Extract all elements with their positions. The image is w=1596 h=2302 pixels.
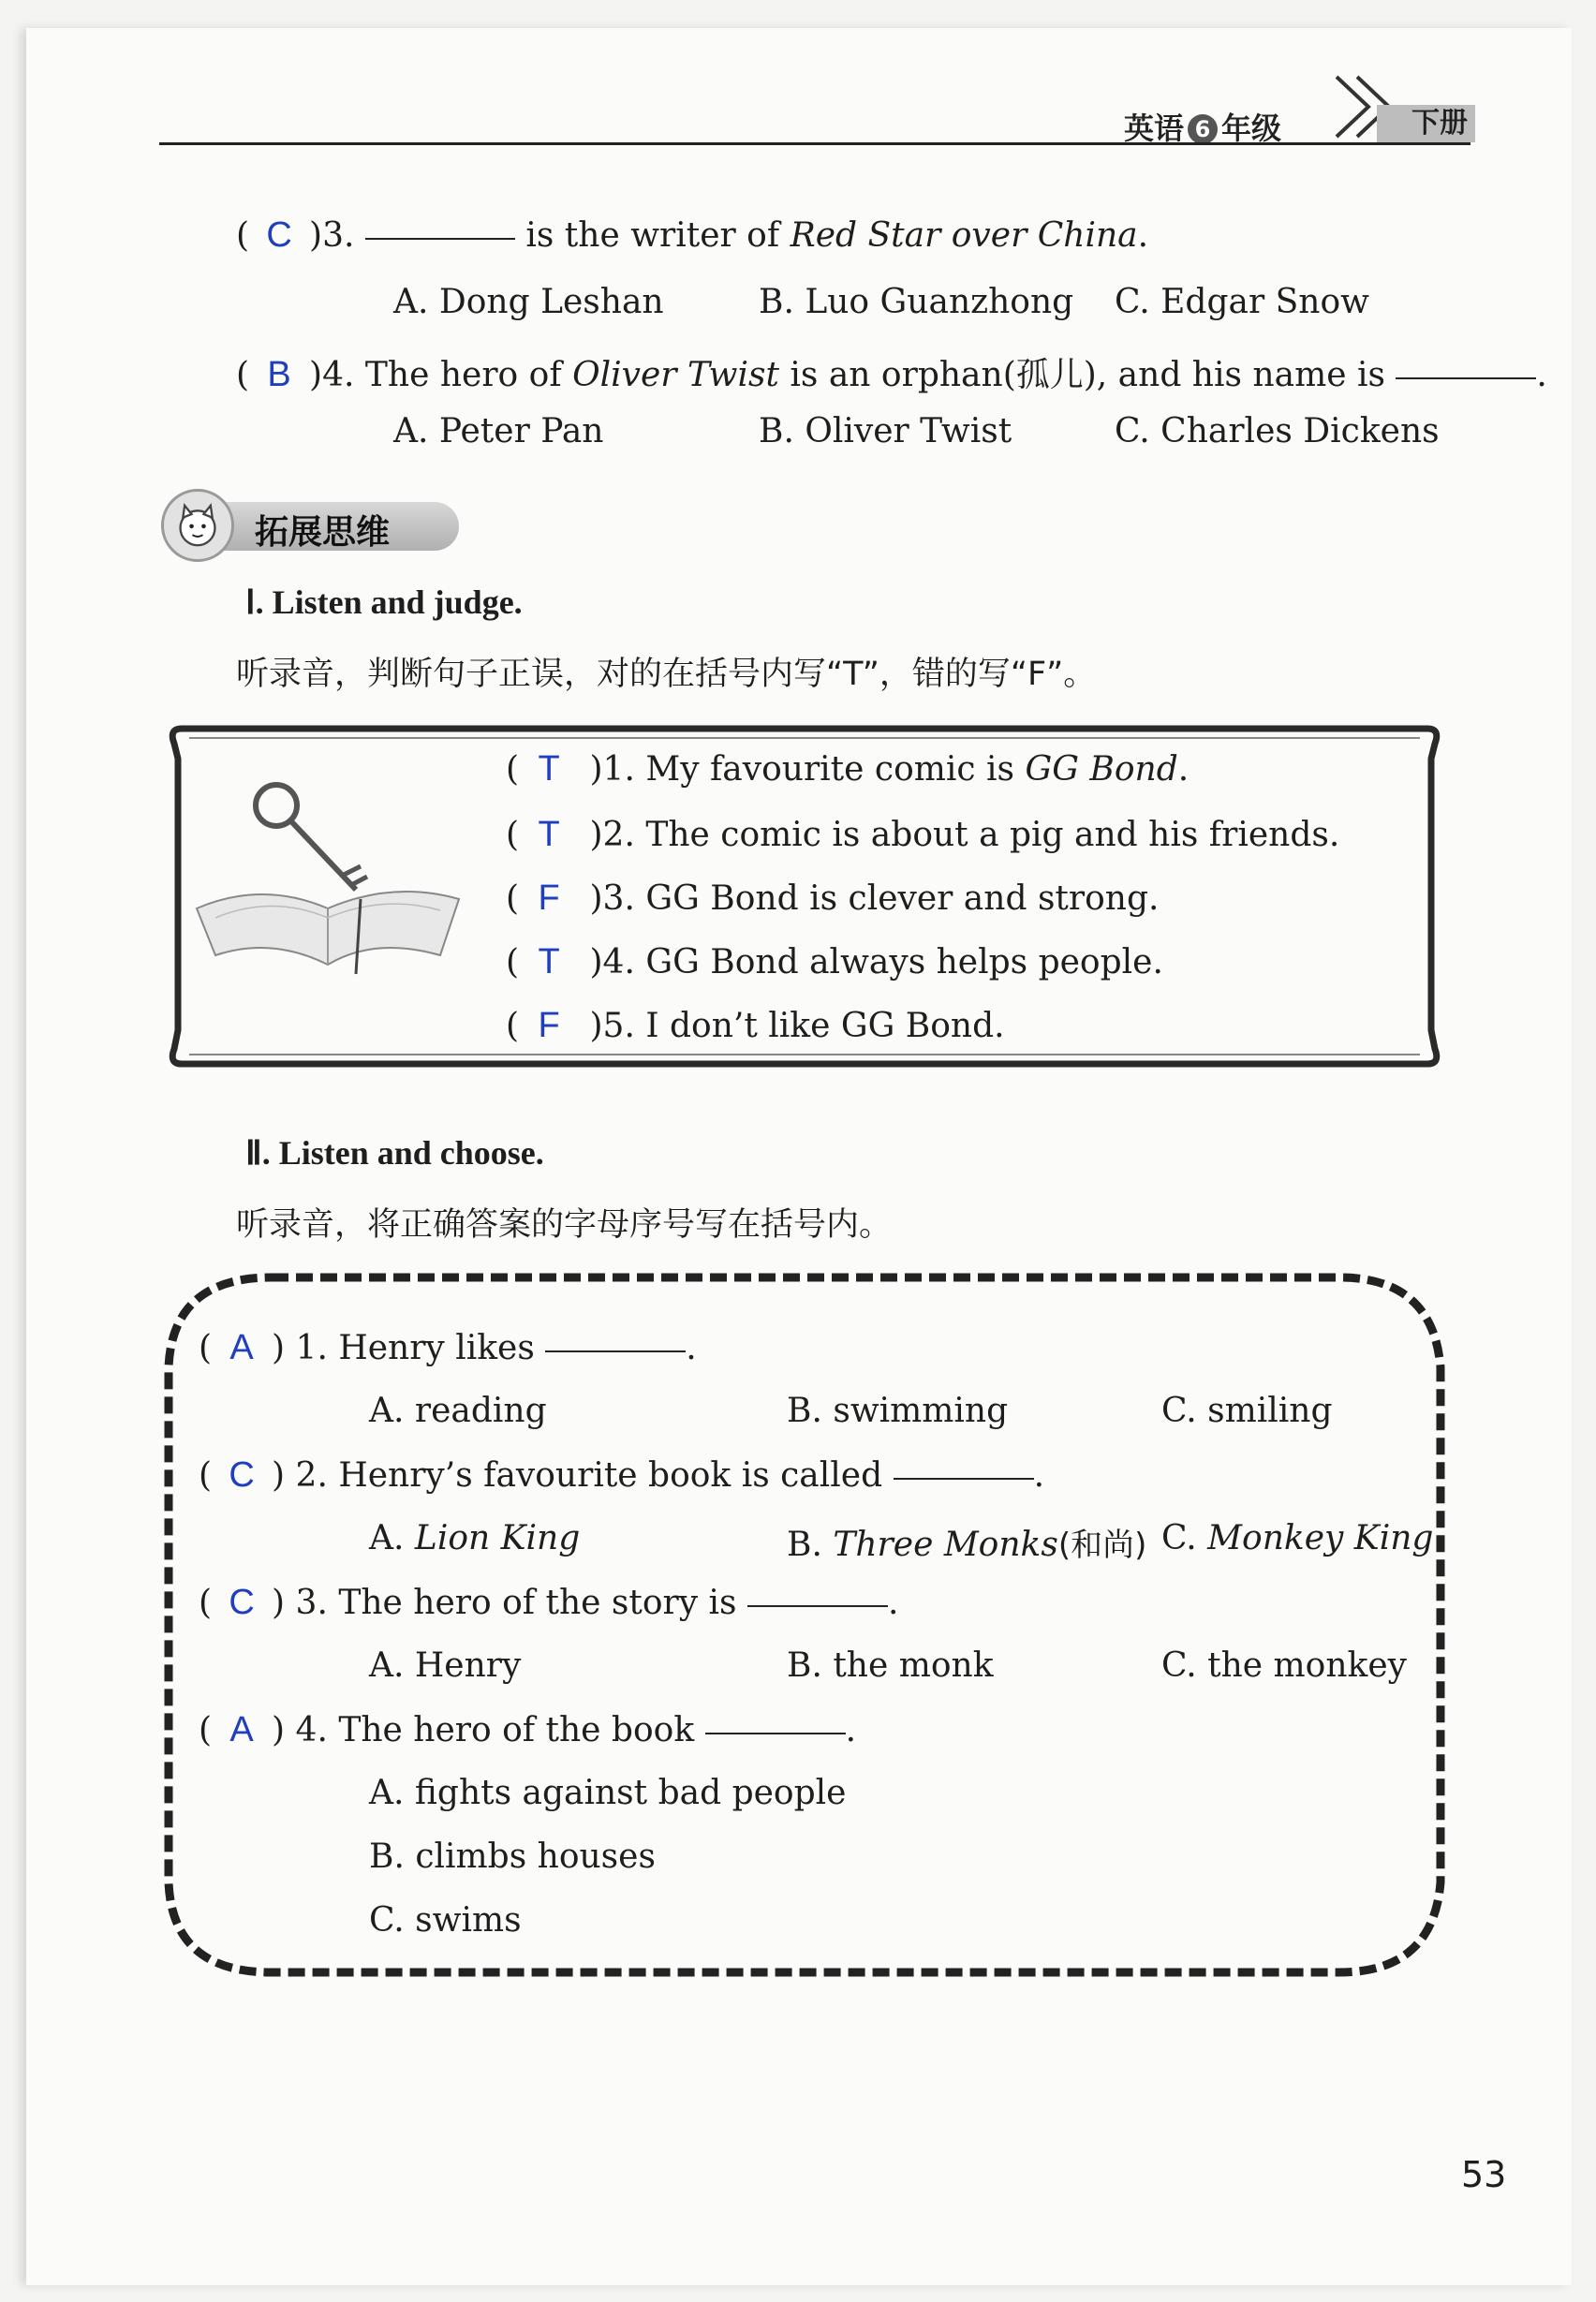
option-a4-b: B. Oliver Twist — [759, 412, 1012, 450]
option-a3-b: B. Luo Guanzhong — [759, 283, 1074, 321]
answer-judge-3: F — [538, 878, 560, 918]
answer-judge-5: F — [538, 1006, 560, 1045]
option-c1-c: C. smiling — [1161, 1392, 1333, 1430]
option-c2-a: A. Lion King — [369, 1519, 581, 1557]
answer-judge-1: T — [538, 749, 560, 789]
question-a3: ( C )3. is the writer of Red Star over China. — [236, 215, 1149, 255]
option-c4-a: A. fights against bad people — [369, 1774, 847, 1812]
book-key-illustration — [187, 768, 468, 983]
choose-frame — [159, 1264, 1450, 1985]
option-a3-c: C. Edgar Snow — [1115, 283, 1369, 321]
blank — [894, 1476, 1034, 1480]
header-rule — [159, 142, 1470, 145]
option-c2-b: B. Three Monks(和尚) — [787, 1526, 1147, 1564]
option-c1-a: A. reading — [369, 1392, 547, 1430]
volume-label: 下册 — [1377, 105, 1475, 142]
choose-q2: ( C ) 2. Henry’s favourite book is called . — [199, 1455, 1045, 1495]
blank — [545, 1349, 686, 1352]
grade-number-badge: 6 — [1188, 114, 1218, 144]
part1-instructions: 听录音，判断句子正误，对的在括号内写“T”，错的写“F”。 — [236, 656, 1097, 693]
part2-title: Ⅱ. Listen and choose. — [245, 1134, 544, 1172]
option-c4-c: C. swims — [369, 1901, 522, 1940]
answer-a3: C — [266, 215, 292, 255]
option-a4-c: C. Charles Dickens — [1115, 412, 1440, 450]
option-c3-c: C. the monkey — [1161, 1646, 1408, 1685]
blank — [365, 236, 515, 240]
subject-label: 英语 — [1124, 111, 1185, 146]
section-banner — [161, 489, 461, 558]
judge-item-2: ( T )2. The comic is about a pig and his friends. — [506, 815, 1340, 854]
banner-title: 拓展思维 — [255, 513, 391, 552]
answer-choose-1: A — [229, 1328, 254, 1367]
blank — [747, 1603, 888, 1607]
cat-face-icon — [161, 489, 234, 562]
judge-item-1: ( T )1. My favourite comic is GG Bond. — [506, 749, 1190, 789]
answer-a4: B — [267, 355, 291, 394]
answer-choose-3: C — [229, 1583, 255, 1622]
part2-instructions: 听录音，将正确答案的字母序号写在括号内。 — [236, 1206, 893, 1244]
option-a4-a: A. Peter Pan — [393, 412, 604, 450]
grade-label: 年级 — [1221, 111, 1282, 146]
judge-item-3: ( F )3. GG Bond is clever and strong. — [506, 878, 1160, 918]
answer-choose-4: A — [229, 1710, 254, 1749]
answer-choose-2: C — [229, 1455, 255, 1495]
part1-title: Ⅰ. Listen and judge. — [245, 583, 523, 621]
judge-item-4: ( T )4. GG Bond always helps people. — [506, 942, 1163, 981]
option-c4-b: B. climbs houses — [369, 1837, 656, 1876]
question-a4: ( B )4. The hero of Oliver Twist is an orphan(孤儿), and his name is . — [236, 355, 1547, 394]
option-c1-b: B. swimming — [787, 1392, 1009, 1430]
answer-judge-4: T — [538, 942, 560, 981]
answer-judge-2: T — [538, 815, 560, 854]
blank — [1396, 376, 1536, 379]
blank — [705, 1731, 846, 1734]
option-a3-a: A. Dong Leshan — [393, 283, 664, 321]
choose-q3: ( C ) 3. The hero of the story is . — [199, 1583, 899, 1622]
option-c2-c: C. Monkey King — [1161, 1519, 1434, 1557]
page-number: 53 — [1461, 2154, 1507, 2195]
option-c3-b: B. the monk — [787, 1646, 994, 1685]
choose-q1: ( A ) 1. Henry likes . — [199, 1328, 697, 1367]
choose-q4: ( A ) 4. The hero of the book . — [199, 1710, 857, 1749]
option-c3-a: A. Henry — [369, 1646, 522, 1685]
judge-item-5: ( F )5. I don’t like GG Bond. — [506, 1006, 1005, 1045]
